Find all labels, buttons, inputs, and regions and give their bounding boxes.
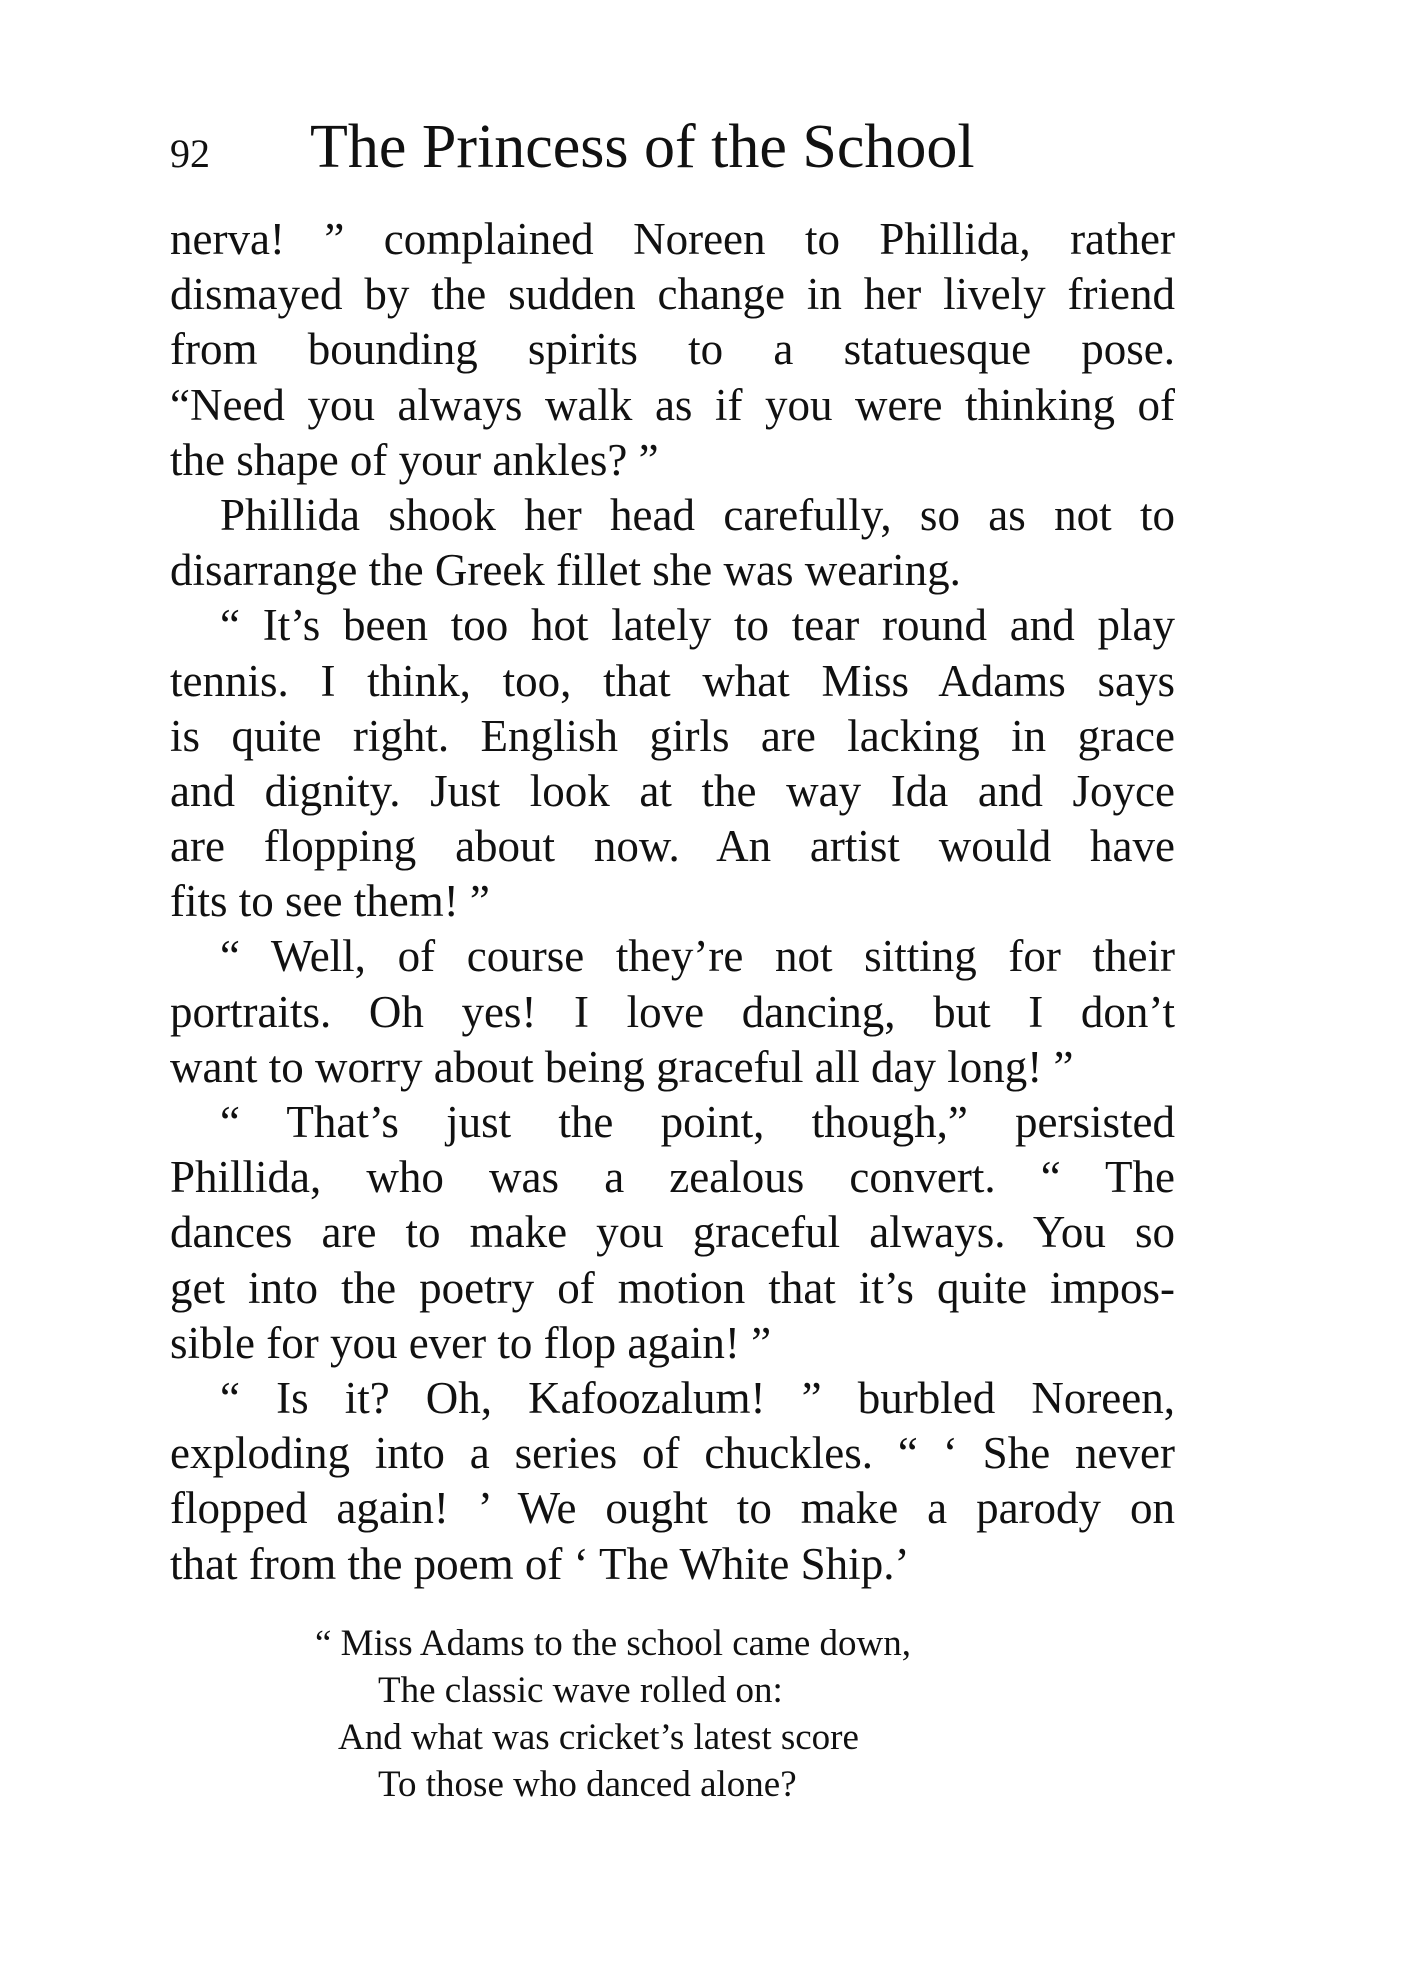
text-line: and dignity. Just look at the way Ida and Joyce bbox=[170, 765, 1175, 816]
text-line: dismayed by the sudden change in her lively friend bbox=[170, 269, 1175, 320]
text-line: sible for you ever to flop again! ” bbox=[170, 1317, 772, 1368]
text-line: that from the poem of ‘ The White Ship.’ bbox=[170, 1538, 910, 1589]
verse-block bbox=[300, 1620, 1100, 1808]
page-header bbox=[170, 112, 1070, 192]
body-text bbox=[170, 212, 1175, 1592]
text-line: portraits. Oh yes! I love dancing, but I don’t bbox=[170, 986, 1175, 1037]
text-line: are flopping about now. An artist would have bbox=[170, 821, 1175, 872]
text-line: the shape of your ankles? ” bbox=[170, 434, 659, 485]
text-line: “ Well, of course they’re not sitting for their bbox=[220, 931, 1175, 982]
text-line: nerva! ” complained Noreen to Phillida, rather bbox=[170, 214, 1175, 264]
text-line: “ Is it? Oh, Kafoozalum! ” burbled Noreen, bbox=[220, 1372, 1175, 1423]
text-line: want to worry about being graceful all day long! ” bbox=[170, 1041, 1074, 1092]
text-line: from bounding spirits to a statuesque pose. bbox=[170, 324, 1175, 375]
text-line: is quite right. English girls are lacking in grace bbox=[170, 710, 1175, 761]
running-title: The Princess of the School bbox=[310, 113, 975, 181]
text-line: dances are to make you graceful always. You so bbox=[170, 1207, 1175, 1258]
text-line: Phillida, who was a zealous convert. “ The bbox=[170, 1152, 1175, 1203]
text-line: flopped again! ’ We ought to make a parody on bbox=[170, 1483, 1175, 1534]
page-number: 92 bbox=[170, 131, 210, 176]
text-line: get into the poetry of motion that it’s quite impos- bbox=[170, 1262, 1175, 1313]
text-line: tennis. I think, too, that what Miss Adams says bbox=[170, 655, 1175, 706]
verse-line: To those who danced alone? bbox=[378, 1764, 797, 1805]
text-line: “ It’s been too hot lately to tear round and play bbox=[220, 600, 1175, 651]
text-line: exploding into a series of chuckles. “ ‘ She never bbox=[170, 1428, 1175, 1479]
text-line: “ That’s just the point, though,” persisted bbox=[220, 1097, 1175, 1147]
text-line: disarrange the Greek fillet she was wearing. bbox=[170, 545, 961, 596]
verse-line: “ Miss Adams to the school came down, bbox=[315, 1623, 912, 1664]
verse-line: The classic wave rolled on: bbox=[378, 1670, 783, 1711]
verse-line: And what was cricket’s latest score bbox=[338, 1717, 859, 1758]
text-line: Phillida shook her head carefully, so as not to bbox=[220, 489, 1175, 540]
text-line: “Need you always walk as if you were thinking of bbox=[170, 379, 1175, 430]
text-line: fits to see them! ” bbox=[170, 876, 490, 927]
